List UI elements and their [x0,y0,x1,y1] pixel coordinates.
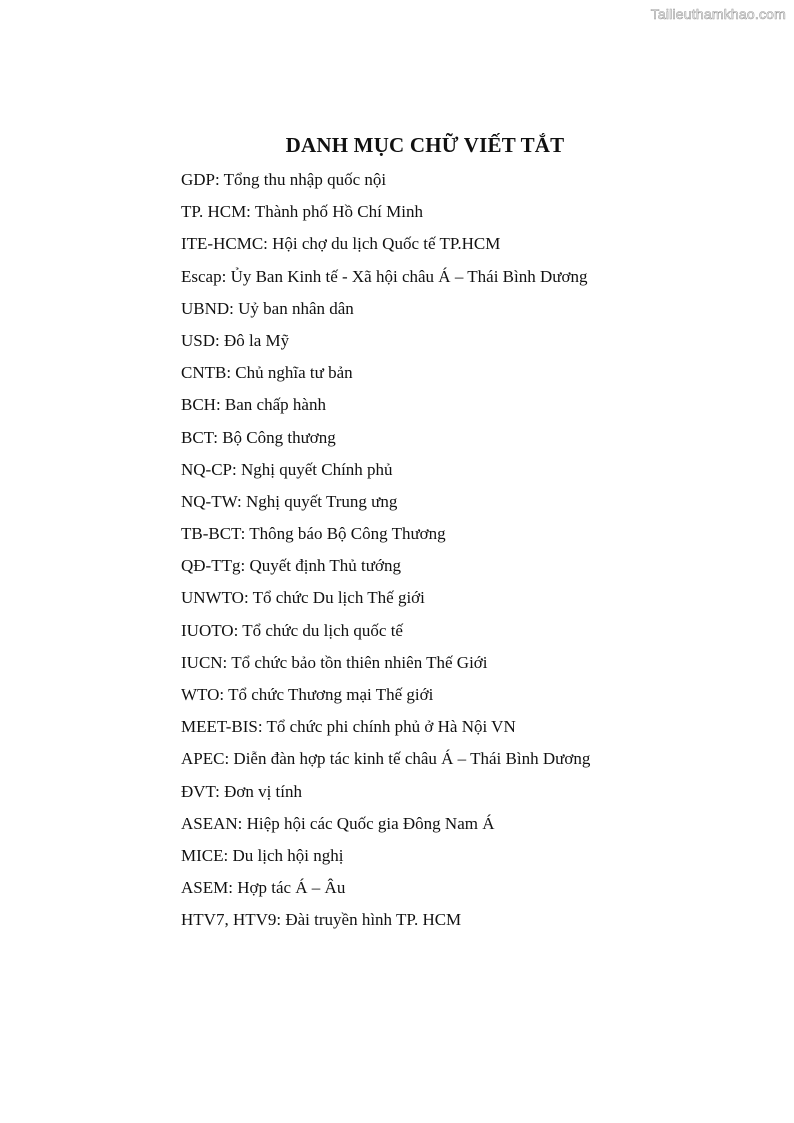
abbreviation-item: ASEM: Hợp tác Á – Âu [181,878,346,898]
abbreviation-item: UBND: Uỷ ban nhân dân [181,298,354,318]
abbreviation-item: USD: Đô la Mỹ [181,330,290,350]
abbreviation-item: WTO: Tổ chức Thương mại Thế giới [181,685,434,704]
abbreviation-list [181,169,590,942]
abbreviation-item: NQ-TW: Nghị quyết Trung ưng [181,491,398,511]
abbreviation-item: IUOTO: Tổ chức du lịch quốc tế [181,620,403,640]
abbreviation-item: ITE-HCMC: Hội chợ du lịch Quốc tế TP.HCM [181,234,501,254]
abbreviation-item: CNTB: Chủ nghĩa tư bản [181,363,353,383]
abbreviation-item: BCT: Bộ Công thương [181,427,336,447]
abbreviation-item: APEC: Diễn đàn hợp tác kinh tế châu Á – Thái Bình Dương [181,749,591,769]
abbreviation-item: TP. HCM: Thành phố Hồ Chí Minh [181,202,423,222]
abbreviation-item: MEET-BIS: Tổ chức phi chính phủ ở Hà Nội VN [181,717,516,737]
abbreviation-item: GDP: Tổng thu nhập quốc nội [181,170,387,189]
abbreviation-item: HTV7, HTV9: Đài truyền hình TP. HCM [181,910,462,930]
watermark-text: Tailieuthamkhao.com [650,6,786,22]
abbreviation-item: ASEAN: Hiệp hội các Quốc gia Đông Nam Á [181,813,495,833]
abbreviation-item: Escap: Ủy Ban Kinh tế - Xã hội châu Á – Thái Bình Dương [181,266,588,286]
abbreviation-item: MICE: Du lịch hội nghị [181,845,344,865]
abbreviation-item: QĐ-TTg: Quyết định Thủ tướng [181,556,401,576]
page-title: DANH MỤC CHỮ VIẾT TẮT [285,133,565,157]
abbreviation-item: TB-BCT: Thông báo Bộ Công Thương [181,524,446,544]
abbreviation-item: NQ-CP: Nghị quyết Chính phủ [181,459,393,479]
abbreviation-item: IUCN: Tổ chức bảo tồn thiên nhiên Thế Giới [181,652,488,672]
abbreviation-item: BCH: Ban chấp hành [181,395,326,415]
abbreviation-item: ĐVT: Đơn vị tính [181,781,303,801]
abbreviation-item: UNWTO: Tổ chức Du lịch Thế giới [181,588,425,608]
